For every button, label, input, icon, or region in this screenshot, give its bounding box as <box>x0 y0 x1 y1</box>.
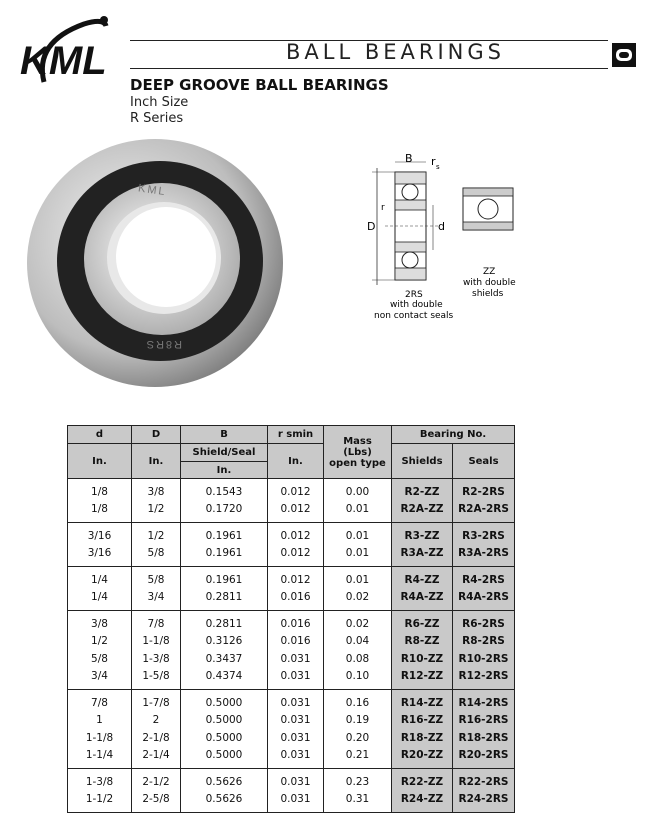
cell-seal: R6-2RS <box>453 611 515 633</box>
table-row <box>68 668 515 690</box>
cell-D: 1-7/8 <box>132 690 181 712</box>
cell-mass: 0.21 <box>324 747 392 769</box>
cell-d: 3/16 <box>68 523 132 545</box>
cell-D: 3/8 <box>132 479 181 501</box>
header-shield-seal: Shield/Seal <box>181 444 268 462</box>
cell-D: 1/2 <box>132 501 181 523</box>
cell-seal: R24-2RS <box>453 791 515 813</box>
cell-d: 1-1/2 <box>68 791 132 813</box>
cell-shield: R8-ZZ <box>392 633 453 651</box>
cell-seal: R4A-2RS <box>453 589 515 611</box>
cross-section-diagram <box>350 150 530 330</box>
cell-mass: 0.01 <box>324 523 392 545</box>
cell-r: 0.031 <box>268 747 324 769</box>
cell-shield: R3-ZZ <box>392 523 453 545</box>
cell-shield: R22-ZZ <box>392 769 453 791</box>
table-row <box>68 501 515 523</box>
cell-shield: R14-ZZ <box>392 690 453 712</box>
cell-r: 0.031 <box>268 712 324 730</box>
cell-mass: 0.20 <box>324 729 392 747</box>
header-mass-line2: (Lbs) <box>343 446 372 458</box>
cell-B: 0.5626 <box>181 769 268 791</box>
table-row <box>68 523 515 545</box>
cell-B: 0.5000 <box>181 747 268 769</box>
cell-B: 0.5000 <box>181 712 268 730</box>
cell-mass: 0.08 <box>324 650 392 668</box>
section-subtitle-series: R Series <box>130 111 184 126</box>
cell-mass: 0.23 <box>324 769 392 791</box>
cell-seal: R3-2RS <box>453 523 515 545</box>
cell-mass: 0.01 <box>324 545 392 567</box>
cell-D: 2-5/8 <box>132 791 181 813</box>
header-mass-line3: open type <box>329 457 386 469</box>
table-row <box>68 545 515 567</box>
caption-zz-line3: shields <box>472 289 504 299</box>
label-d: d <box>438 220 445 233</box>
header-unit-B: In. <box>181 462 268 479</box>
caption-2rs-line3: non contact seals <box>374 311 454 321</box>
table-row <box>68 747 515 769</box>
cell-d: 1/8 <box>68 501 132 523</box>
cell-seal: R8-2RS <box>453 633 515 651</box>
cell-mass: 0.31 <box>324 791 392 813</box>
cell-seal: R14-2RS <box>453 690 515 712</box>
spec-table-body <box>68 479 515 813</box>
cell-B: 0.2811 <box>181 589 268 611</box>
cell-D: 1-5/8 <box>132 668 181 690</box>
photo-brand-text: KML <box>137 182 168 199</box>
cell-r: 0.031 <box>268 769 324 791</box>
header-shields: Shields <box>392 444 453 479</box>
cell-shield: R16-ZZ <box>392 712 453 730</box>
table-row <box>68 589 515 611</box>
cell-B: 0.5000 <box>181 729 268 747</box>
cell-D: 2-1/2 <box>132 769 181 791</box>
caption-zz-line2: with double <box>463 278 516 288</box>
header-unit-r: In. <box>268 444 324 479</box>
logo-text: KML <box>20 39 107 83</box>
cell-shield: R3A-ZZ <box>392 545 453 567</box>
caption-zz-type: ZZ <box>483 267 496 277</box>
label-rs-top: r <box>431 155 436 168</box>
cell-shield: R18-ZZ <box>392 729 453 747</box>
header-B: B <box>181 426 268 444</box>
cell-B: 0.1543 <box>181 479 268 501</box>
label-B: B <box>405 152 413 165</box>
cell-seal: R10-2RS <box>453 650 515 668</box>
cell-shield: R12-ZZ <box>392 668 453 690</box>
cell-shield: R20-ZZ <box>392 747 453 769</box>
header-unit-D: In. <box>132 444 181 479</box>
cell-r: 0.012 <box>268 501 324 523</box>
cell-seal: R22-2RS <box>453 769 515 791</box>
bearing-spec-table <box>67 425 515 813</box>
cell-B: 0.3126 <box>181 633 268 651</box>
cell-r: 0.031 <box>268 668 324 690</box>
cell-d: 1/2 <box>68 633 132 651</box>
header-rule <box>130 68 608 69</box>
cell-shield: R24-ZZ <box>392 791 453 813</box>
cell-r: 0.012 <box>268 545 324 567</box>
cell-r: 0.031 <box>268 791 324 813</box>
cell-D: 1/2 <box>132 523 181 545</box>
label-rs-top-sub: s <box>436 163 440 171</box>
header-mass <box>324 426 392 479</box>
cell-shield: R2-ZZ <box>392 479 453 501</box>
caption-2rs-line2: with double <box>390 300 443 310</box>
label-D: D <box>367 220 376 233</box>
table-row <box>68 479 515 501</box>
bearing-icon <box>612 43 636 67</box>
cell-r: 0.012 <box>268 479 324 501</box>
header-unit-d: In. <box>68 444 132 479</box>
photo-seal-text: R8RS <box>144 338 182 350</box>
table-row <box>68 769 515 791</box>
table-row <box>68 729 515 747</box>
cell-shield: R2A-ZZ <box>392 501 453 523</box>
cell-shield: R4-ZZ <box>392 567 453 589</box>
cell-mass: 0.16 <box>324 690 392 712</box>
cell-seal: R16-2RS <box>453 712 515 730</box>
cell-B: 0.2811 <box>181 611 268 633</box>
cell-D: 3/4 <box>132 589 181 611</box>
cell-D: 7/8 <box>132 611 181 633</box>
cell-seal: R4-2RS <box>453 567 515 589</box>
cell-B: 0.1720 <box>181 501 268 523</box>
cell-D: 2-1/8 <box>132 729 181 747</box>
header-seals: Seals <box>453 444 515 479</box>
table-row <box>68 611 515 633</box>
cell-seal: R20-2RS <box>453 747 515 769</box>
cell-d: 1-1/4 <box>68 747 132 769</box>
cell-D: 1-3/8 <box>132 650 181 668</box>
cell-shield: R6-ZZ <box>392 611 453 633</box>
kml-logo <box>14 12 134 92</box>
section-title: DEEP GROOVE BALL BEARINGS <box>130 76 389 94</box>
bearing-photo <box>20 135 286 391</box>
cell-B: 0.3437 <box>181 650 268 668</box>
cell-r: 0.012 <box>268 523 324 545</box>
cell-d: 1/4 <box>68 589 132 611</box>
header-r-smin: r smin <box>268 426 324 444</box>
cell-d: 1/4 <box>68 567 132 589</box>
cell-B: 0.1961 <box>181 545 268 567</box>
cell-mass: 0.02 <box>324 589 392 611</box>
cell-r: 0.016 <box>268 611 324 633</box>
cell-d: 1 <box>68 712 132 730</box>
header-mass-line1: Mass <box>343 435 372 447</box>
cell-r: 0.016 <box>268 633 324 651</box>
cell-r: 0.012 <box>268 567 324 589</box>
cell-B: 0.1961 <box>181 567 268 589</box>
cell-B: 0.1961 <box>181 523 268 545</box>
cell-d: 1-3/8 <box>68 769 132 791</box>
cell-d: 1/8 <box>68 479 132 501</box>
cell-r: 0.031 <box>268 650 324 668</box>
table-row <box>68 650 515 668</box>
cell-r: 0.031 <box>268 729 324 747</box>
header-D: D <box>132 426 181 444</box>
cell-seal: R3A-2RS <box>453 545 515 567</box>
table-row <box>68 791 515 813</box>
cell-mass: 0.01 <box>324 501 392 523</box>
cell-mass: 0.02 <box>324 611 392 633</box>
cell-D: 5/8 <box>132 545 181 567</box>
header-bearing-no: Bearing No. <box>392 426 515 444</box>
cell-D: 5/8 <box>132 567 181 589</box>
cell-mass: 0.01 <box>324 567 392 589</box>
cell-mass: 0.10 <box>324 668 392 690</box>
table-row <box>68 690 515 712</box>
cell-seal: R12-2RS <box>453 668 515 690</box>
table-row <box>68 712 515 730</box>
cell-d: 7/8 <box>68 690 132 712</box>
cell-d: 5/8 <box>68 650 132 668</box>
cell-seal: R2A-2RS <box>453 501 515 523</box>
cell-d: 1-1/8 <box>68 729 132 747</box>
label-rs-side: r <box>381 203 385 213</box>
header-d: d <box>68 426 132 444</box>
cell-mass: 0.04 <box>324 633 392 651</box>
cell-d: 3/4 <box>68 668 132 690</box>
cell-D: 1-1/8 <box>132 633 181 651</box>
cell-mass: 0.00 <box>324 479 392 501</box>
cell-mass: 0.19 <box>324 712 392 730</box>
cell-D: 2 <box>132 712 181 730</box>
cell-seal: R18-2RS <box>453 729 515 747</box>
table-row <box>68 633 515 651</box>
page-title: BALL BEARINGS <box>286 40 505 64</box>
caption-2rs-type: 2RS <box>405 290 423 300</box>
cell-B: 0.5000 <box>181 690 268 712</box>
cell-r: 0.016 <box>268 589 324 611</box>
cell-d: 3/16 <box>68 545 132 567</box>
section-subtitle-size: Inch Size <box>130 95 189 110</box>
cell-r: 0.031 <box>268 690 324 712</box>
cell-d: 3/8 <box>68 611 132 633</box>
cell-B: 0.4374 <box>181 668 268 690</box>
cell-shield: R4A-ZZ <box>392 589 453 611</box>
cell-B: 0.5626 <box>181 791 268 813</box>
cell-shield: R10-ZZ <box>392 650 453 668</box>
cell-D: 2-1/4 <box>132 747 181 769</box>
cell-seal: R2-2RS <box>453 479 515 501</box>
table-row <box>68 567 515 589</box>
